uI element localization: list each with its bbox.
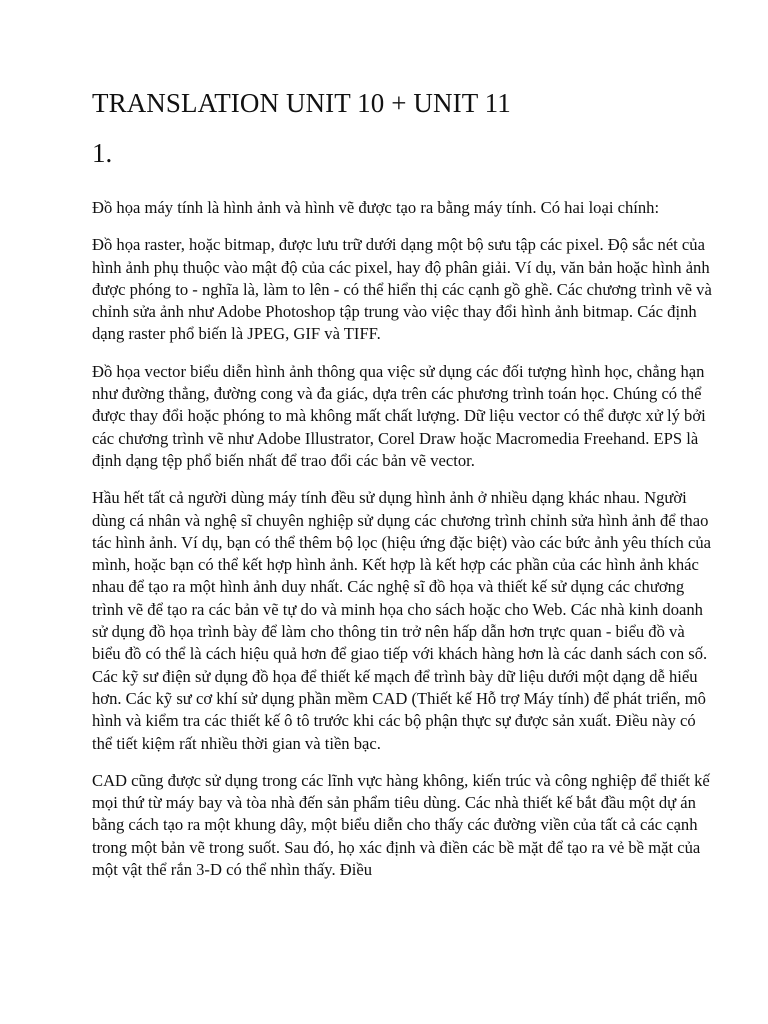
paragraph-users: Hầu hết tất cả người dùng máy tính đều sử dụng hình ảnh ở nhiều dạng khác nhau. Người dùng cá nhân và nghệ sĩ chuyên nghiệp sử dụng các chương trình chỉnh sửa hình ảnh để thao tác hình ảnh. Ví dụ, bạn có thể thêm bộ lọc (hiệu ứng đặc biệt) vào các bức ảnh yêu thích của mình, hoặc bạn có thể kết hợp hình ảnh. Kết hợp là kết hợp các phần của các hình ảnh khác nhau để tạo ra một hình ảnh duy nhất. Các nghệ sĩ đồ họa và thiết kế sử dụng các chương trình vẽ để tạo ra các bản vẽ tự do và minh họa cho sách hoặc cho Web. Các nhà kinh doanh sử dụng đồ họa trình bày để làm cho thông tin trở nên hấp dẫn hơn trực quan - biểu đồ và biểu đồ có thể là cách hiệu quả hơn để giao tiếp với khách hàng hơn là các danh sách con số. Các kỹ sư điện sử dụng đồ họa để thiết kế mạch để trình bày dữ liệu dưới một dạng dễ hiểu hơn. Các kỹ sư cơ khí sử dụng phần mềm CAD (Thiết kế Hỗ trợ Máy tính) để phát triển, mô hình và kiểm tra các thiết kế ô tô trước khi các bộ phận thực sự được sản xuất. Điều này có thể tiết kiệm rất nhiều thời gian và tiền bạc. xyxy=(92,488,711,753)
section-number: 1. xyxy=(92,138,113,168)
document-title: TRANSLATION UNIT 10 + UNIT 11 xyxy=(92,88,511,118)
paragraph-vector: Đồ họa vector biểu diễn hình ảnh thông qua việc sử dụng các đối tượng hình học, chẳng hạn như đường thẳng, đường cong và đa giác, dựa trên các phương trình toán học. Chúng có thể được thay đổi hoặc phóng to mà không mất chất lượng. Dữ liệu vector có thể được xử lý bởi các chương trình vẽ như Adobe Illustrator, Corel Draw hoặc Macromedia Freehand. EPS là định dạng tệp phổ biến nhất để trao đổi các bản vẽ vector. xyxy=(92,361,706,470)
paragraph-cad: CAD cũng được sử dụng trong các lĩnh vực hàng không, kiến trúc và công nghiệp để thiết kế mọi thứ từ máy bay và tòa nhà đến sản phẩm tiêu dùng. Các nhà thiết kế bắt đầu một dự án bằng cách tạo ra một khung dây, một biểu diễn cho thấy các đường viền của tất cả các cạnh trong một bản vẽ trong suốt. Sau đó, họ xác định và điền các bề mặt để tạo ra vẻ bề mặt của một vật thể rắn 3-D có thể nhìn thấy. Điều xyxy=(92,770,710,880)
paragraph-intro: Đồ họa máy tính là hình ảnh và hình vẽ được tạo ra bằng máy tính. Có hai loại chính: xyxy=(92,198,660,217)
paragraph-raster: Đồ họa raster, hoặc bitmap, được lưu trữ dưới dạng một bộ sưu tập các pixel. Độ sắc nét của hình ảnh phụ thuộc vào mật độ của các pixel, hay độ phân giải. Ví dụ, văn bản hoặc hình ảnh được phóng to - nghĩa là, làm to lên - có thể hiển thị các cạnh gồ ghề. Các chương trình vẽ và chỉnh sửa ảnh như Adobe Photoshop tập trung vào việc thay đổi hình ảnh bitmap. Các định dạng raster phổ biến là JPEG, GIF và TIFF. xyxy=(92,235,712,344)
document-page xyxy=(92,86,712,881)
